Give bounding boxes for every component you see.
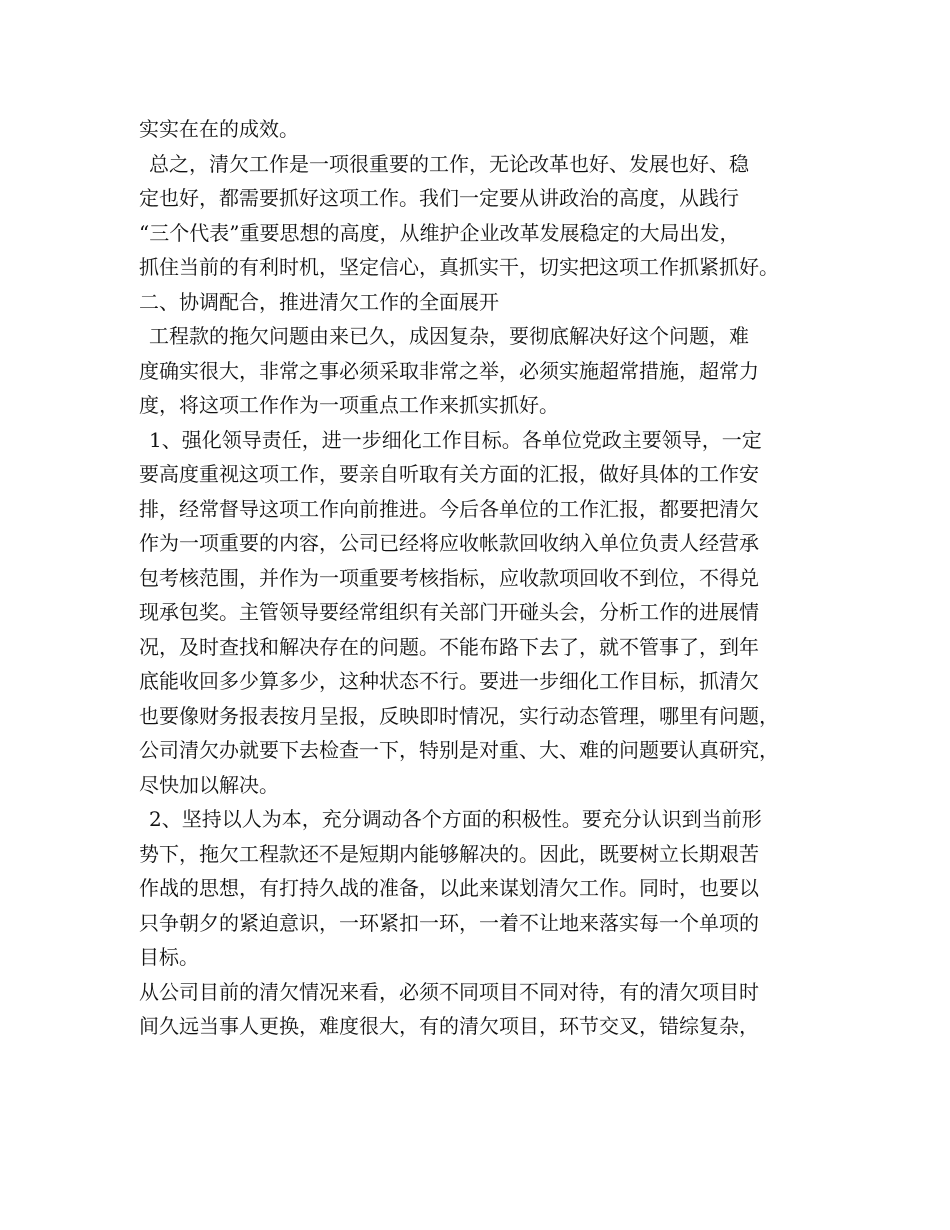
text-line: 排，经常督导这项工作向前推进。今后各单位的工作汇报，都要把清欠 xyxy=(139,496,759,521)
numbered-item-line: 2、坚持以人为本，充分调动各个方面的积极性。要充分认识到当前形 xyxy=(149,807,762,831)
text-line: 抓住当前的有利时机，坚定信心，真抓实干，切实把这项工作抓紧抓好。 xyxy=(139,255,779,279)
text-line: 现承包奖。主管领导要经常组织有关部门开碰头会，分析工作的进展情 xyxy=(139,600,759,624)
text-line: 公司清欠办就要下去检查一下，特别是对重、大、难的问题要认真研究， xyxy=(139,738,779,762)
text-line: 度确实很大，非常之事必须采取非常之举，必须实施超常措施，超常力 xyxy=(139,358,759,383)
text-line: 势下，拖欠工程款还不是短期内能够解决的。因此，既要树立长期艰苦 xyxy=(139,841,759,866)
text-line: “三个代表”重要思想的高度，从维护企业改革发展稳定的大局出发， xyxy=(139,220,740,245)
text-line: 实实在在的成效。 xyxy=(139,117,299,141)
paragraph-start-line: 总之，清欠工作是一项很重要的工作，无论改革也好、发展也好、稳 xyxy=(149,151,749,176)
text-line: 作为一项重要的内容，公司已经将应收帐款回收纳入单位负责人经营承 xyxy=(139,531,759,555)
text-line: 定也好，都需要抓好这项工作。我们一定要从讲政治的高度，从践行 xyxy=(139,186,739,210)
paragraph-start-line: 从公司目前的清欠情况来看，必须不同项目不同对待，有的清欠项目时 xyxy=(139,979,759,1004)
text-line: 要高度重视这项工作，要亲自听取有关方面的汇报，做好具体的工作安 xyxy=(139,462,759,486)
text-line: 也要像财务报表按月呈报，反映即时情况，实行动态管理，哪里有问题， xyxy=(139,703,779,728)
text-line: 只争朝夕的紧迫意识，一环紧扣一环，一着不让地来落实每一个单项的 xyxy=(139,910,759,935)
numbered-item-line: 1、强化领导责任，进一步细化工作目标。各单位党政主要领导，一定 xyxy=(149,427,762,452)
text-line: 间久远当事人更换，难度很大，有的清欠项目，环节交叉，错综复杂， xyxy=(139,1014,759,1038)
paragraph-start-line: 工程款的拖欠问题由来已久，成因复杂，要彻底解决好这个问题，难 xyxy=(149,324,749,348)
text-line: 作战的思想，有打持久战的准备，以此来谋划清欠工作。同时，也要以 xyxy=(139,876,759,900)
document-body xyxy=(139,112,829,1044)
text-line: 尽快加以解决。 xyxy=(139,772,279,797)
text-line: 底能收回多少算多少，这种状态不行。要进一步细化工作目标，抓清欠 xyxy=(139,669,759,693)
text-line: 况，及时查找和解决存在的问题。不能布路下去了，就不管事了，到年 xyxy=(139,634,759,659)
text-line: 包考核范围，并作为一项重要考核指标，应收款项回收不到位，不得兑 xyxy=(139,565,759,590)
text-line: 目标。 xyxy=(139,945,199,969)
text-line: 度，将这项工作作为一项重点工作来抓实抓好。 xyxy=(139,393,559,417)
section-heading: 二、协调配合，推进清欠工作的全面展开 xyxy=(139,289,499,314)
